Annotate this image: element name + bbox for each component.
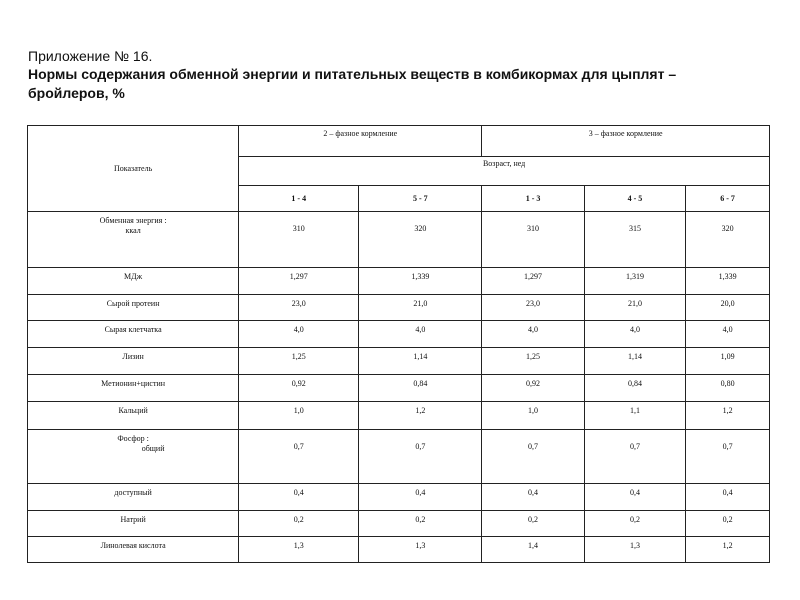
table-cell: 315 (584, 212, 685, 268)
table-cell: 1,339 (686, 268, 770, 295)
table-row (28, 295, 770, 321)
table-cell: 4,0 (239, 321, 359, 348)
table-cell: 1,25 (239, 348, 359, 375)
table-row (28, 537, 770, 563)
table-row (28, 402, 770, 430)
norms-table (27, 125, 770, 563)
indicator-header: Показатель (28, 126, 239, 212)
row-label: Обменная энергия : ккал (28, 212, 239, 268)
table-row (28, 511, 770, 537)
table-cell: 1,1 (584, 402, 685, 430)
table-cell: 1,2 (686, 537, 770, 563)
row-label: Натрий (28, 511, 239, 537)
table-cell: 0,7 (482, 430, 584, 484)
table-caption: Нормы содержания обменной энергии и питательных веществ в комбикормах для цыплят – бройлеров, % (28, 66, 677, 101)
table-cell: 1,2 (359, 402, 482, 430)
table-cell: 0,4 (239, 484, 359, 511)
table-cell: 1,319 (584, 268, 685, 295)
table-cell: 0,80 (686, 375, 770, 402)
table-cell: 0,2 (584, 511, 685, 537)
row-label: Фосфор : общий (28, 430, 239, 484)
table-cell: 1,14 (359, 348, 482, 375)
table-cell: 23,0 (482, 295, 584, 321)
table-cell: 0,4 (584, 484, 685, 511)
table-row (28, 375, 770, 402)
table-cell: 0,4 (686, 484, 770, 511)
table-row (28, 348, 770, 375)
table-cell: 23,0 (239, 295, 359, 321)
table-cell: 1,0 (482, 402, 584, 430)
table-cell: 1,3 (359, 537, 482, 563)
table-cell: 21,0 (359, 295, 482, 321)
table-cell: 320 (686, 212, 770, 268)
age-column-header: 4 - 5 (584, 186, 685, 212)
row-label: Метионин+цистин (28, 375, 239, 402)
row-label: доступный (28, 484, 239, 511)
table-cell: 0,92 (482, 375, 584, 402)
row-label: Лизин (28, 348, 239, 375)
appendix-title: Приложение № 16. (28, 48, 153, 64)
table-cell: 0,4 (359, 484, 482, 511)
table-cell: 21,0 (584, 295, 685, 321)
row-label: Сырая клетчатка (28, 321, 239, 348)
table-cell: 4,0 (686, 321, 770, 348)
table-cell: 1,14 (584, 348, 685, 375)
table-cell: 1,2 (686, 402, 770, 430)
age-column-header: 1 - 4 (239, 186, 359, 212)
table-cell: 1,297 (239, 268, 359, 295)
table-cell: 0,84 (584, 375, 685, 402)
age-column-header: 6 - 7 (686, 186, 770, 212)
row-label: Линолевая кислота (28, 537, 239, 563)
age-column-header: 1 - 3 (482, 186, 584, 212)
table-cell: 320 (359, 212, 482, 268)
age-header: Возраст, нед (239, 157, 770, 186)
table-cell: 1,4 (482, 537, 584, 563)
row-label: Кальций (28, 402, 239, 430)
phase3-header: 3 – фазное кормление (482, 126, 770, 157)
age-column-header: 5 - 7 (359, 186, 482, 212)
table-cell: 310 (239, 212, 359, 268)
table-cell: 20,0 (686, 295, 770, 321)
table-cell: 1,0 (239, 402, 359, 430)
table-cell: 0,2 (239, 511, 359, 537)
document-heading (28, 48, 748, 103)
table-row (28, 268, 770, 295)
table-cell: 4,0 (584, 321, 685, 348)
table-cell: 0,4 (482, 484, 584, 511)
table-cell: 0,84 (359, 375, 482, 402)
table-cell: 4,0 (482, 321, 584, 348)
table-row (28, 484, 770, 511)
table-cell: 1,339 (359, 268, 482, 295)
table-row (28, 430, 770, 484)
table-cell: 1,3 (239, 537, 359, 563)
table-cell: 310 (482, 212, 584, 268)
table-row (28, 321, 770, 348)
table-cell: 1,3 (584, 537, 685, 563)
table-cell: 0,7 (686, 430, 770, 484)
table-cell: 0,2 (482, 511, 584, 537)
row-label: Сырой протеин (28, 295, 239, 321)
table-cell: 1,297 (482, 268, 584, 295)
table-cell: 0,2 (686, 511, 770, 537)
phase2-header: 2 – фазное кормление (239, 126, 482, 157)
table-cell: 0,7 (584, 430, 685, 484)
table-cell: 1,25 (482, 348, 584, 375)
table-cell: 0,7 (239, 430, 359, 484)
table-cell: 0,7 (359, 430, 482, 484)
table-cell: 4,0 (359, 321, 482, 348)
table-cell: 1,09 (686, 348, 770, 375)
table-row (28, 212, 770, 268)
table-cell: 0,2 (359, 511, 482, 537)
row-label: МДж (28, 268, 239, 295)
table-cell: 0,92 (239, 375, 359, 402)
